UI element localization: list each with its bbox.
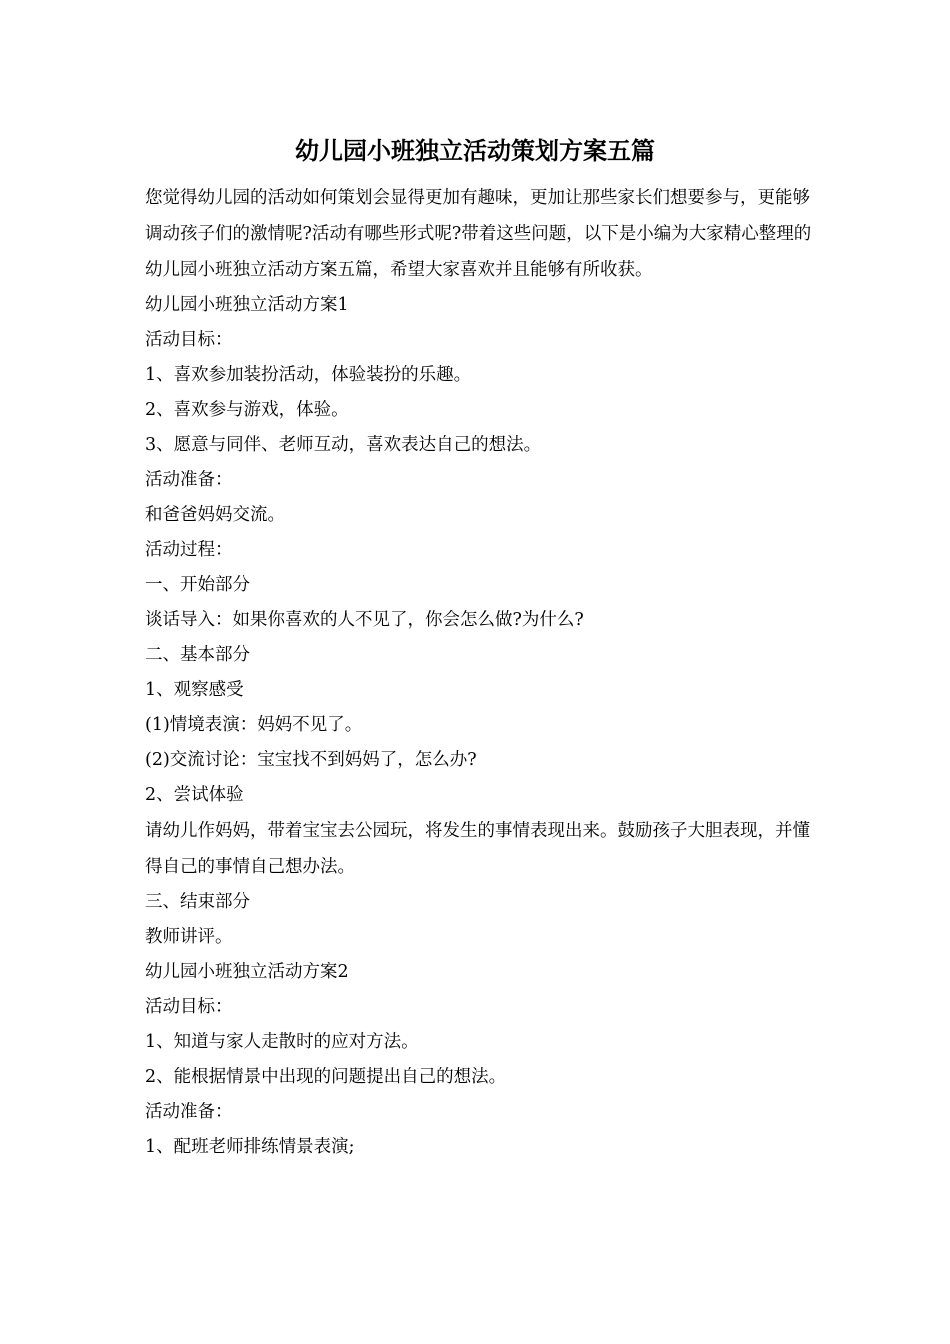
process-text: 谈话导入：如果你喜欢的人不见了，你会怎么做?为什么? — [145, 610, 584, 630]
goal-item: 1、喜欢参加装扮活动，体验装扮的乐趣。 — [145, 365, 472, 385]
goal-item: 3、愿意与同伴、老师互动，喜欢表达自己的想法。 — [145, 435, 542, 455]
process-step: 2、尝试体验 — [145, 785, 244, 805]
goal-item: 2、喜欢参与游戏，体验。 — [145, 400, 349, 420]
preparation-item: 1、配班老师排练情景表演; — [145, 1137, 355, 1157]
process-part-heading: 三、结束部分 — [145, 892, 250, 912]
plan-1-heading: 幼儿园小班独立活动方案1 — [145, 295, 349, 315]
preparation-item: 和爸爸妈妈交流。 — [145, 505, 285, 525]
preparation-label: 活动准备： — [145, 1102, 233, 1122]
process-substep: (2)交流讨论：宝宝找不到妈妈了，怎么办? — [145, 750, 477, 770]
process-part-heading: 二、基本部分 — [145, 645, 250, 665]
goal-item: 2、能根据情景中出现的问题提出自己的想法。 — [145, 1067, 507, 1087]
plan-2-heading: 幼儿园小班独立活动方案2 — [145, 962, 349, 982]
document-body — [145, 180, 813, 1165]
section-plan-2 — [145, 885, 813, 1165]
section-plan-1 — [145, 288, 813, 813]
goals-label: 活动目标： — [145, 997, 233, 1017]
process-label: 活动过程： — [145, 540, 233, 560]
preparation-label: 活动准备： — [145, 470, 233, 490]
process-part-heading: 一、开始部分 — [145, 575, 250, 595]
intro-paragraph: 您觉得幼儿园的活动如何策划会显得更加有趣味，更加让那些家长们想要参与，更能够调动孩子们的激情呢?活动有哪些形式呢?带着这些问题，以下是小编为大家精心整理的幼儿园小班独立活动方案五篇，希望大家喜欢并且能够有所收获。 — [145, 188, 812, 280]
process-text: 教师讲评。 — [145, 927, 233, 947]
goal-item: 1、知道与家人走散时的应对方法。 — [145, 1032, 419, 1052]
process-step: 1、观察感受 — [145, 680, 244, 700]
goals-label: 活动目标： — [145, 330, 233, 350]
process-paragraph: 请幼儿作妈妈，带着宝宝去公园玩，将发生的事情表现出来。鼓励孩子大胆表现，并懂得自己的事情自己想办法。 — [145, 821, 810, 877]
process-substep: (1)情境表演：妈妈不见了。 — [145, 715, 363, 735]
document-title: 幼儿园小班独立活动策划方案五篇 — [295, 136, 655, 165]
